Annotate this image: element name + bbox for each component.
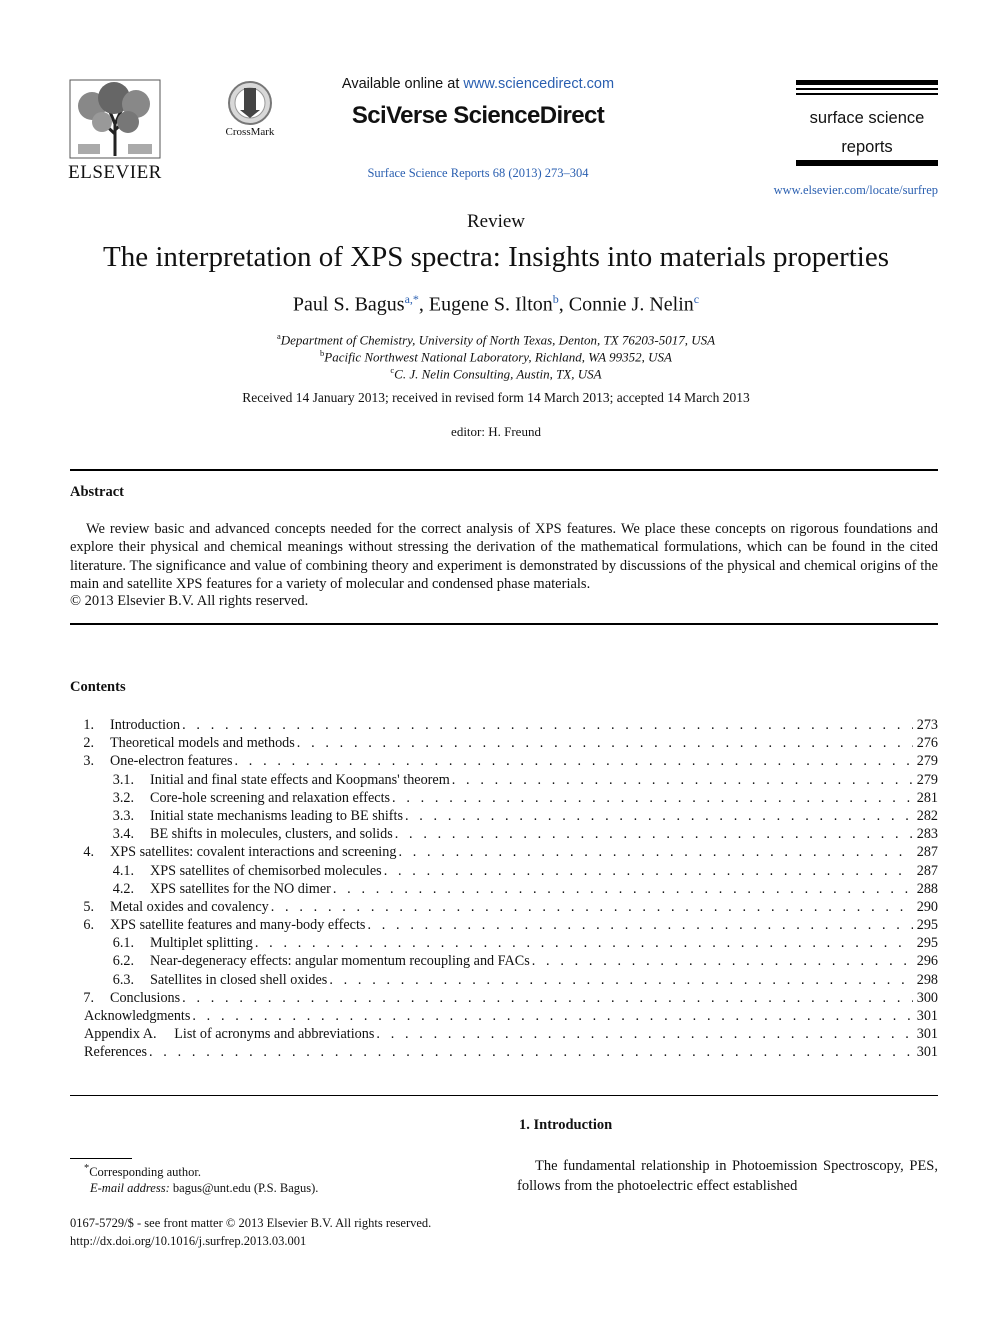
email-label: E-mail address:	[90, 1181, 170, 1195]
toc-entry-number: 2.	[83, 735, 94, 752]
toc-entry-title[interactable]: Metal oxides and covalency	[110, 898, 269, 915]
toc-leader-dots	[398, 843, 912, 861]
toc-entry-number: 6.1.	[112, 935, 134, 952]
contents-heading: Contents	[70, 679, 126, 695]
toc-entry[interactable]	[70, 825, 938, 843]
article-history: Received 14 January 2013; received in revised form 14 March 2013; accepted 14 March 2013	[242, 390, 750, 405]
author-separator: ,	[558, 293, 569, 316]
crossmark-badge[interactable]	[218, 80, 282, 142]
toc-entry-number: 3.3.	[112, 807, 134, 824]
toc-entry-title[interactable]: Near-degeneracy effects: angular momentum recoupling and FACs	[150, 953, 530, 970]
toc-entry[interactable]	[70, 952, 938, 970]
brand-line-2: reports	[841, 138, 893, 156]
toc-entry-number: 6.	[83, 917, 94, 934]
toc-leader-dots	[235, 752, 913, 770]
toc-entry-number: 6.3.	[112, 971, 134, 988]
platform-name: SciVerse ScienceDirect	[351, 102, 605, 129]
toc-leader-dots	[367, 916, 912, 934]
affiliation-text: C. J. Nelin Consulting, Austin, TX, USA	[394, 366, 602, 382]
toc-entry-page[interactable]: 295	[916, 935, 938, 952]
email-address[interactable]: bagus@unt.edu (P.S. Bagus).	[169, 1181, 319, 1195]
author-name[interactable]: Connie J. Nelin	[568, 293, 694, 316]
toc-entry[interactable]	[70, 916, 938, 934]
toc-entry[interactable]	[70, 843, 938, 861]
toc-leader-dots	[532, 952, 913, 970]
issn-line: 0167-5729/$ - see front matter © 2013 Elsevier B.V. All rights reserved.	[70, 1216, 432, 1230]
toc-entry-page[interactable]: 287	[916, 862, 938, 879]
journal-homepage-link[interactable]: www.elsevier.com/locate/surfrep	[773, 183, 938, 197]
toc-entry[interactable]	[70, 862, 938, 880]
affiliation-mark: c	[390, 365, 395, 375]
author-separator: ,	[418, 293, 429, 316]
author-affiliation-mark[interactable]: b	[552, 292, 559, 306]
toc-leader-dots	[405, 807, 913, 825]
toc-entry-title[interactable]: Introduction	[110, 717, 181, 733]
toc-entry-title[interactable]: Theoretical models and methods	[110, 735, 295, 752]
toc-leader-dots	[333, 880, 913, 898]
toc-entry-page[interactable]: 301	[916, 1044, 938, 1061]
author-affiliation-mark[interactable]: a,*	[404, 292, 419, 306]
toc-entry-number: 3.	[83, 753, 94, 770]
toc-entry[interactable]	[70, 807, 938, 825]
toc-entry[interactable]	[70, 1025, 938, 1043]
introduction-heading: 1. Introduction	[519, 1117, 613, 1133]
journal-reference[interactable]: Surface Science Reports 68 (2013) 273–304	[367, 166, 589, 180]
affiliation	[0, 365, 992, 382]
affiliation-mark: a	[276, 331, 281, 341]
elsevier-tree-icon	[68, 78, 162, 160]
toc-entry[interactable]	[70, 734, 938, 752]
brand-divider	[796, 160, 938, 166]
footnote-text: Corresponding author.	[89, 1165, 201, 1180]
toc-entry-number: 4.	[83, 844, 94, 861]
toc-entry[interactable]	[70, 1043, 938, 1061]
journal-brand-bars	[796, 80, 938, 95]
toc-entry-page[interactable]: 273	[916, 717, 938, 733]
affiliation-text: Department of Chemistry, University of North Texas, Denton, TX 76203-5017, USA	[280, 332, 716, 348]
toc-entry-title[interactable]: XPS satellites of chemisorbed molecules	[150, 862, 382, 879]
abstract-body: We review basic and advanced concepts needed for the correct analysis of XPS features. We place these concepts on rigorous foundations and explore their physical and chemical meanings without stressing the derivation of the mathematical formulations, which can be found in the cited literature. The significance and value of combining theory and experiment is demonstrated by discussions of the physical and chemical origins of the main and satellite XPS features for a variety of molecular and condensed phase materials.	[70, 521, 938, 592]
toc-entry-number: 4.2.	[112, 880, 134, 897]
toc-leader-dots	[255, 934, 913, 952]
toc-entry-page[interactable]: 288	[916, 880, 938, 897]
section-divider	[70, 1095, 938, 1096]
toc-entry-page[interactable]: 301	[916, 1008, 938, 1024]
toc-entry-page[interactable]: 279	[916, 771, 938, 788]
toc-entry-page[interactable]: 300	[916, 989, 938, 1006]
toc-entry[interactable]	[70, 898, 938, 916]
corresponding-author-note	[84, 1163, 201, 1180]
toc-entry-title[interactable]: Appendix A. List of acronyms and abbreviations	[84, 1026, 375, 1043]
toc-entry-page[interactable]: 301	[916, 1026, 938, 1043]
toc-entry-number: 6.2.	[112, 953, 134, 970]
footnote-marker: *	[84, 1163, 90, 1174]
toc-entry-title[interactable]: XPS satellites for the NO dimer	[150, 880, 331, 897]
footnote-divider	[70, 1158, 132, 1159]
toc-leader-dots	[376, 1025, 912, 1043]
toc-leader-dots	[182, 989, 913, 1007]
toc-entry-title[interactable]: Acknowledgments	[84, 1008, 191, 1024]
toc-entry[interactable]	[70, 880, 938, 898]
toc-entry-title[interactable]: Initial state mechanisms leading to BE shifts	[150, 807, 403, 824]
publisher-name: ELSEVIER	[68, 162, 162, 183]
author-affiliation-mark[interactable]: c	[693, 292, 700, 306]
toc-entry-page[interactable]: 290	[916, 898, 938, 915]
article-type: Review	[466, 211, 526, 232]
author-name[interactable]: Paul S. Bagus	[292, 293, 405, 316]
affiliation-mark: b	[320, 348, 325, 358]
toc-entry-page[interactable]: 295	[916, 917, 938, 934]
toc-entry-number: 7.	[83, 989, 94, 1006]
toc-entry[interactable]	[70, 752, 938, 770]
toc-entry-page[interactable]: 298	[916, 971, 938, 988]
toc-leader-dots	[395, 825, 913, 843]
toc-entry-number: 5.	[83, 898, 94, 915]
section-divider	[70, 469, 938, 471]
author-name[interactable]: Eugene S. Ilton	[428, 293, 553, 316]
article-editor: editor: H. Freund	[451, 424, 541, 439]
toc-leader-dots	[329, 971, 912, 989]
section-divider	[70, 623, 938, 625]
toc-entry-title[interactable]: Satellites in closed shell oxides	[150, 971, 328, 988]
doi-link[interactable]: http://dx.doi.org/10.1016/j.surfrep.2013.03.001	[70, 1234, 307, 1248]
toc-leader-dots	[297, 734, 913, 752]
toc-entry-title[interactable]: XPS satellites: covalent interactions and screening	[110, 844, 397, 861]
toc-entry-number: 4.1.	[112, 862, 134, 879]
sciencedirect-link[interactable]: www.sciencedirect.com	[463, 76, 615, 92]
availability-text: Available online at	[341, 76, 464, 92]
toc-entry-number: 3.1.	[112, 771, 134, 788]
toc-entry-page[interactable]: 283	[916, 826, 938, 843]
toc-entry-title[interactable]: Core-hole screening and relaxation effects	[150, 789, 391, 806]
toc-entry-title[interactable]: Conclusions	[110, 989, 181, 1006]
toc-entry-page[interactable]: 279	[916, 753, 938, 770]
toc-entry-title[interactable]: BE shifts in molecules, clusters, and solids	[150, 826, 393, 843]
toc-entry[interactable]	[70, 989, 938, 1007]
table-of-contents	[70, 716, 938, 1062]
elsevier-logo	[68, 78, 162, 184]
journal-brand	[796, 104, 938, 162]
toc-leader-dots	[271, 898, 913, 916]
toc-entry[interactable]	[70, 934, 938, 952]
author-list	[0, 292, 992, 317]
toc-entry[interactable]	[70, 771, 938, 789]
toc-entry-number: 1.	[83, 717, 94, 733]
affiliation	[0, 348, 992, 365]
toc-entry-title[interactable]: Initial and final state effects and Koopmans' theorem	[150, 771, 450, 788]
article-title: The interpretation of XPS spectra: Insights into materials properties	[102, 241, 890, 273]
introduction-text: The fundamental relationship in Photoemission Spectroscopy, PES, follows from the photoelectric effect established	[517, 1158, 938, 1194]
brand-line-1: surface science	[809, 109, 925, 127]
availability-line	[322, 76, 634, 92]
affiliation-text: Pacific Northwest National Laboratory, Richland, WA 99352, USA	[324, 349, 672, 365]
copyright-notice: © 2013 Elsevier B.V. All rights reserved.	[70, 593, 309, 609]
toc-entry-title[interactable]: XPS satellite features and many-body effects	[110, 917, 366, 934]
toc-leader-dots	[149, 1043, 913, 1061]
toc-entry-number: 3.4.	[112, 826, 134, 843]
toc-entry[interactable]	[70, 1007, 938, 1025]
toc-entry-page[interactable]: 276	[916, 735, 938, 752]
toc-entry-title[interactable]: Multiplet splitting	[150, 935, 253, 952]
crossmark-label: CrossMark	[225, 126, 275, 138]
toc-entry[interactable]	[70, 971, 938, 989]
abstract-heading: Abstract	[70, 484, 124, 500]
toc-entry-page[interactable]: 282	[916, 807, 938, 824]
toc-leader-dots	[182, 716, 913, 734]
toc-entry-title[interactable]: References	[84, 1044, 148, 1061]
toc-entry-page[interactable]: 296	[916, 953, 938, 970]
toc-entry-page[interactable]: 281	[916, 789, 938, 806]
toc-entry[interactable]	[70, 789, 938, 807]
toc-leader-dots	[452, 771, 913, 789]
toc-leader-dots	[392, 789, 913, 807]
toc-entry-page[interactable]: 287	[916, 844, 938, 861]
toc-leader-dots	[192, 1007, 912, 1025]
toc-entry[interactable]	[70, 716, 938, 734]
crossmark-icon	[218, 80, 282, 126]
affiliation	[0, 331, 992, 348]
toc-entry-number: 3.2.	[112, 789, 134, 806]
email-note	[90, 1181, 318, 1196]
toc-leader-dots	[384, 862, 913, 880]
toc-entry-title[interactable]: One-electron features	[110, 753, 233, 770]
